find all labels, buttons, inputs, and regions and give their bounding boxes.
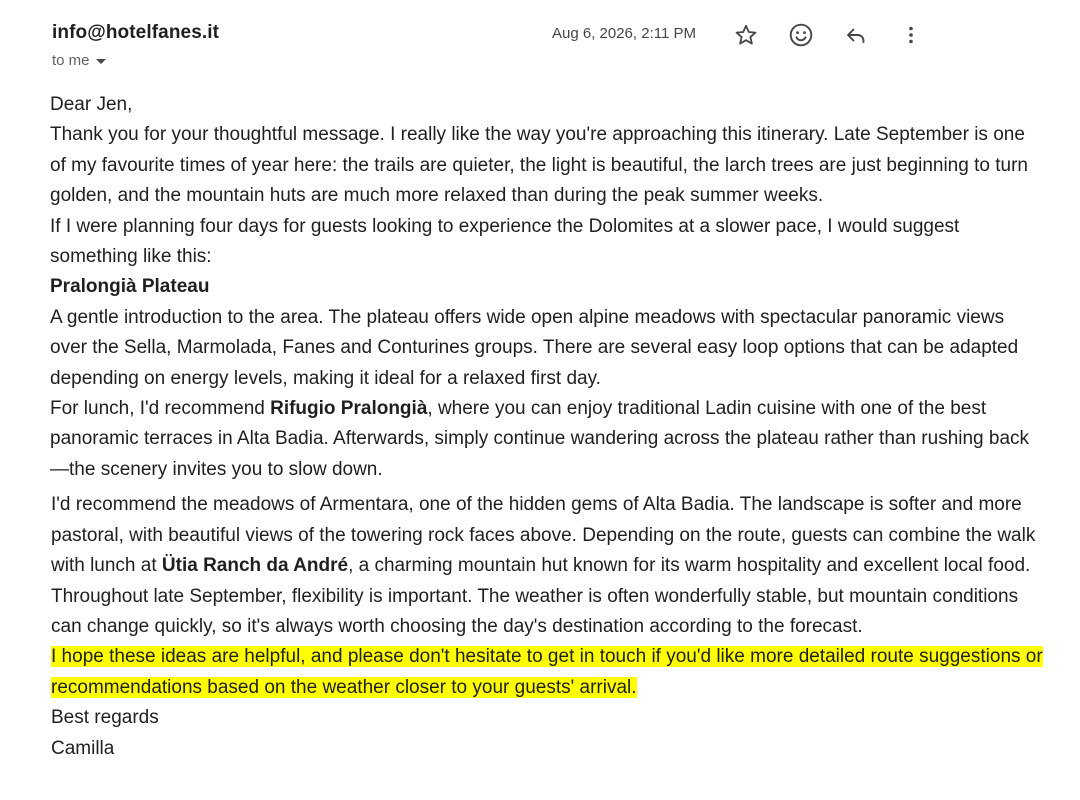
signature: Camilla bbox=[51, 737, 115, 759]
armentara-text-after: , a charming mountain hut known for its warm hospitality and excellent local food. bbox=[348, 555, 1031, 577]
closing-paragraph bbox=[51, 642, 1045, 703]
email-header bbox=[52, 22, 1020, 78]
rifugio-name: Rifugio Pralongià bbox=[270, 398, 428, 420]
lunch-text-after: , where you can enjoy traditional Ladin cuisine with one of the best panoramic terraces in Alta Badia. Afterwards, simply continue wandering across the plateau rather than rushing back—the scenery invites you to slow down. bbox=[50, 398, 1030, 480]
pralongia-paragraph: A gentle introduction to the area. The plateau offers wide open alpine meadows with spectacular panoramic views over the Sella, Marmolada, Fanes and Conturines groups. There are several easy loop options that can be adapted depending on energy levels, making it ideal for a relaxed first day. bbox=[50, 306, 1019, 389]
intro-paragraph: Thank you for your thoughtful message. I really like the way you're approaching this itinerary. Late September is one of my favourite times of year here: the trails are quieter, the light is beautiful, the larch trees are just beginning to turn golden, and the mountain huts are much more relaxed than during the peak summer weeks. bbox=[50, 124, 1028, 207]
chevron-down-icon[interactable] bbox=[96, 59, 106, 64]
email-date: Aug 6, 2026, 2:11 PM bbox=[552, 25, 696, 42]
section-heading bbox=[50, 272, 1045, 302]
more-vert-icon[interactable] bbox=[893, 22, 929, 48]
recipient-label: to me bbox=[52, 52, 90, 69]
reply-icon[interactable] bbox=[838, 22, 874, 48]
message-actions bbox=[728, 22, 929, 48]
armentara-section bbox=[50, 490, 1045, 764]
sender-address[interactable]: info@hotelfanes.it bbox=[52, 22, 220, 43]
heading-pralongia: Pralongià Plateau bbox=[50, 276, 210, 298]
star-icon[interactable] bbox=[728, 22, 764, 48]
signoff: Best regards bbox=[51, 707, 159, 729]
weather-paragraph: Throughout late September, flexibility is important. The weather is often wonderfully stable, but mountain conditions can change quickly, so it's always worth choosing the day's destination according to the forecast. bbox=[51, 585, 1019, 637]
utia-name: Ütia Ranch da André bbox=[161, 555, 349, 577]
lunch-paragraph bbox=[50, 394, 1045, 485]
email-body bbox=[50, 90, 1045, 764]
greeting: Dear Jen, bbox=[50, 94, 133, 115]
plan-paragraph: If I were planning four days for guests looking to experience the Dolomites at a slower pace, I would suggest something like this: bbox=[50, 215, 960, 268]
armentara-paragraph bbox=[51, 490, 1045, 581]
highlighted-text: I hope these ideas are helpful, and please don't hesitate to get in touch if you'd like more detailed route suggestions or recommendations based on the weather closer to your guests' arrival. bbox=[51, 646, 1043, 698]
armentara-text-before: I'd recommend the meadows of Armentara, one of the hidden gems of Alta Badia. The landscape is softer and more pastoral, with beautiful views of the towering rock faces above. Depending on the route, guests can combine the walk with lunch at bbox=[51, 494, 1036, 577]
recipient-details-toggle[interactable] bbox=[52, 52, 106, 69]
emoji-icon[interactable] bbox=[783, 22, 819, 48]
lunch-text-before: For lunch, I'd recommend bbox=[50, 398, 271, 420]
